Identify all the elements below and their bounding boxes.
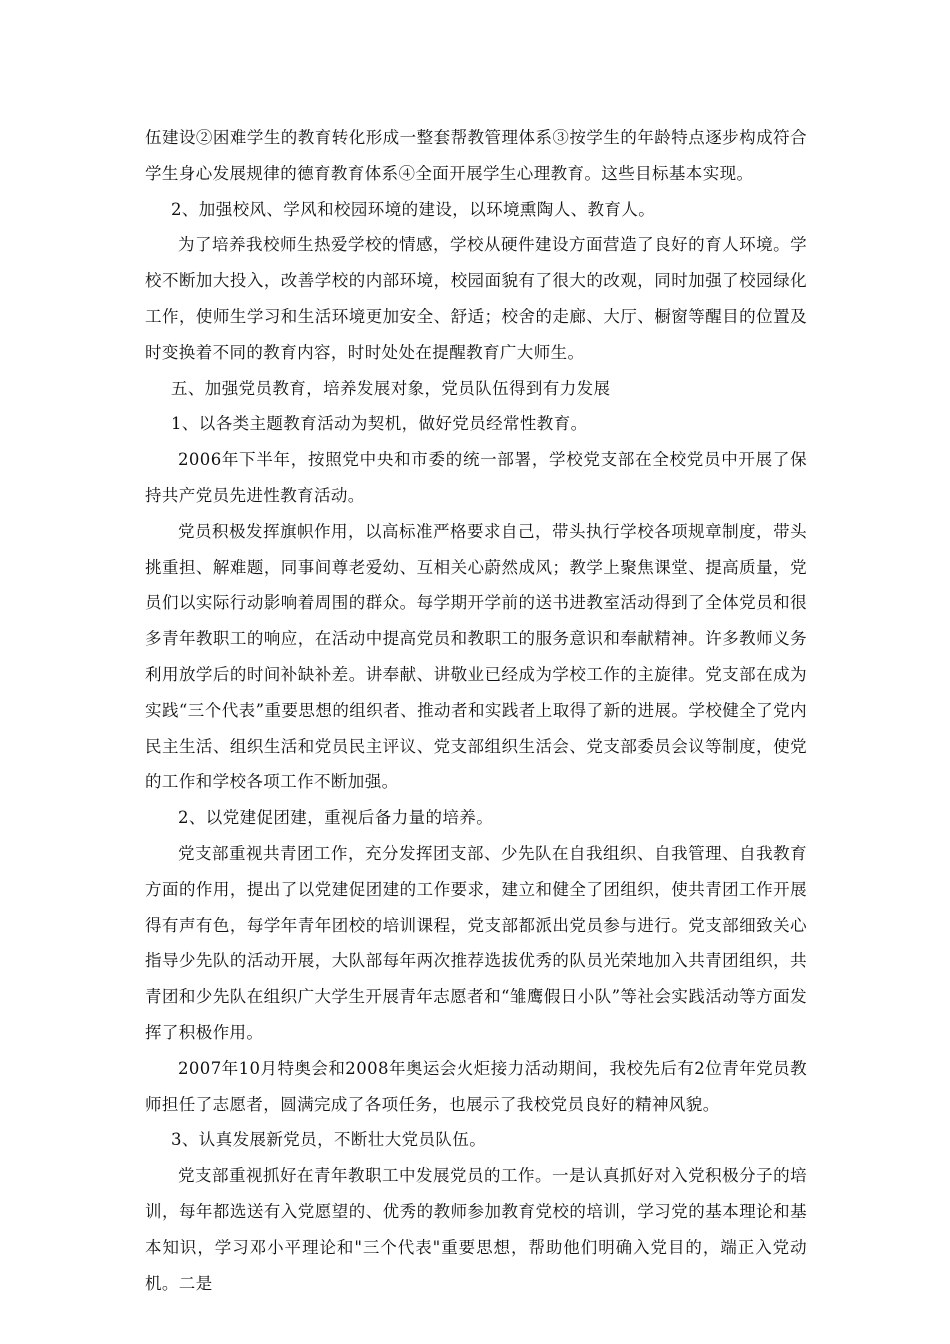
section-heading-5-3: 3、认真发展新党员，不断壮大党员队伍。 — [171, 1130, 487, 1150]
chapter-heading-5: 五、加强党员教育，培养发展对象，党员队伍得到有力发展 — [171, 378, 611, 398]
body-paragraph-1: 伍建设②困难学生的教育转化形成一整套帮教管理体系③按学生的年龄特点逐步构成符合学生身心发展规律的德育教育体系④全面开展学生心理教育。这些目标基本实现。 — [145, 128, 807, 183]
body-paragraph-2006: 2006年下半年，按照党中央和市委的统一部署，学校党支部在全校党员中开展了保持共产党员先进性教育活动。 — [145, 450, 807, 505]
section-heading-2: 2、加强校风、学风和校园环境的建设，以环境熏陶人、教育人。 — [171, 199, 656, 219]
body-paragraph-volunteers: 2007年10月特奥会和2008年奥运会火炬接力活动期间，我校先后有2位青年党员教师担任了志愿者，圆满完成了各项任务，也展示了我校党员良好的精神风貌。 — [145, 1058, 807, 1114]
body-paragraph-environment: 为了培养我校师生热爱学校的情感，学校从硬件建设方面营造了良好的育人环境。学校不断加大投入，改善学校的内部环境，校园面貌有了很大的改观，同时加强了校园绿化工作，使师生学习和生活环境更加安全、舒适；校舍的走廊、大厅、橱窗等醒目的位置及时变换着不同的教育内容，时时处处在提醒教育广大师生。 — [145, 235, 807, 362]
section-heading-5-1: 1、以各类主题教育活动为契机，做好党员经常性教育。 — [171, 414, 588, 434]
body-paragraph-new-members: 党支部重视抓好在青年教职工中发展党员的工作。一是认真抓好对入党积极分子的培训，每年都选送有入党愿望的、优秀的教师参加教育党校的培训，学习党的基本理论和基本知识，学习邓小平理论和"三个代表"重要思想，帮助他们明确入党目的，端正入党动机。二是 — [145, 1166, 807, 1293]
body-paragraph-party-members: 党员积极发挥旗帜作用，以高标准严格要求自己，带头执行学校各项规章制度，带头挑重担、解难题，同事间尊老爱幼、互相关心蔚然成风；教学上聚焦课堂、提高质量，党员们以实际行动影响着周围的群众。每学期开学前的送书进教室活动得到了全体党员和很多青年教职工的响应，在活动中提高党员和教职工的服务意识和奉献精神。许多教师义务利用放学后的时间补缺补差。讲奉献、讲敬业已经成为学校工作的主旋律。党支部在成为实践“三个代表”重要思想的组织者、推动者和实践者上取得了新的进展。学校健全了党内民主生活、组织生活和党员民主评议、党支部组织生活会、党支部委员会议等制度，使党的工作和学校各项工作不断加强。 — [145, 521, 807, 792]
document-page — [145, 120, 807, 1301]
body-paragraph-youth-league: 党支部重视共青团工作，充分发挥团支部、少先队在自我组织、自我管理、自我教育方面的作用，提出了以党建促团建的工作要求，建立和健全了团组织，使共青团工作开展得有声有色，每学年青年团校的培训课程，党支部都派出党员参与进行。党支部细致关心指导少先队的活动开展，大队部每年两次推荐选拔优秀的队员光荣地加入共青团组织，共青团和少先队在组织广大学生开展青年志愿者和“雏鹰假日小队”等社会实践活动等方面发挥了积极作用。 — [145, 843, 807, 1042]
section-heading-5-2: 2、以党建促团建，重视后备力量的培养。 — [178, 808, 494, 828]
